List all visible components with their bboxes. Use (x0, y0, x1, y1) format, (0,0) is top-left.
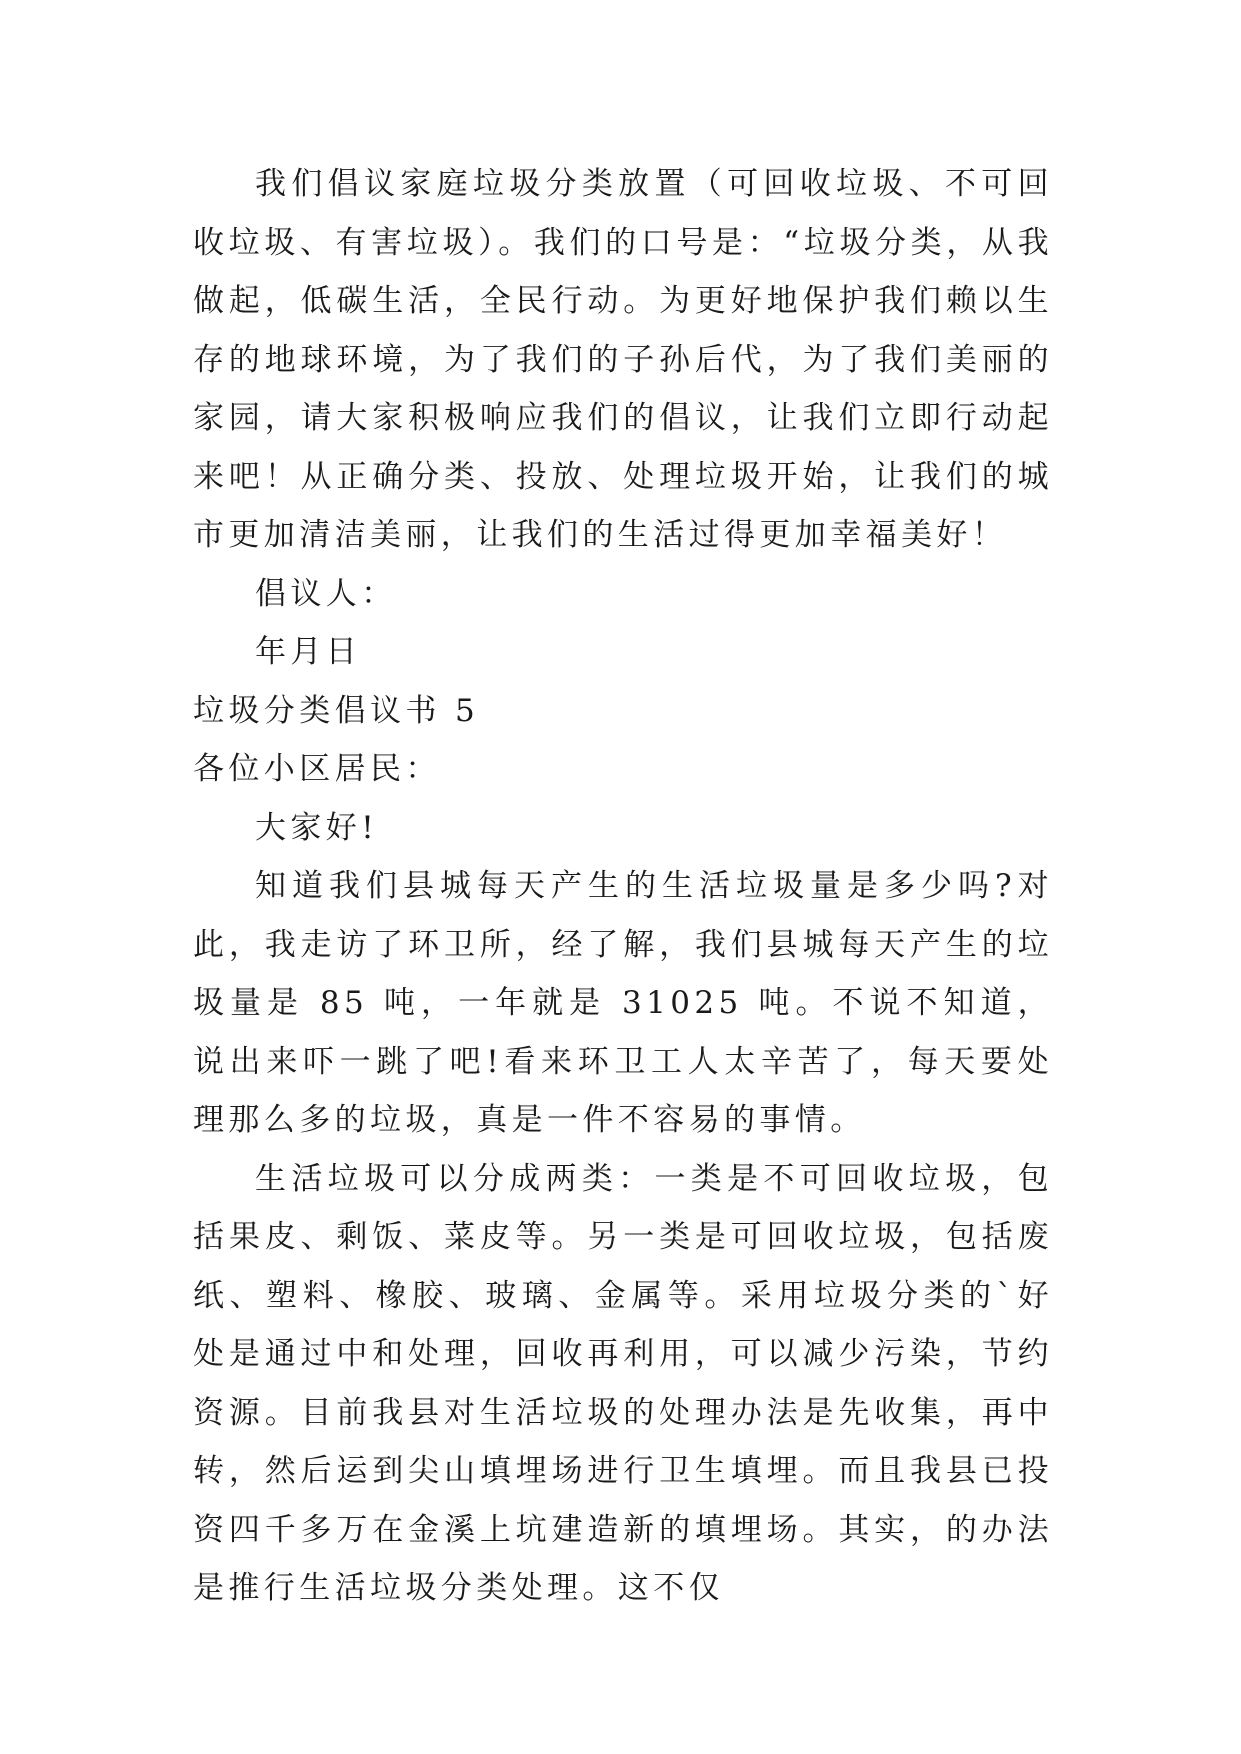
paragraph-garbage-volume: 知道我们县城每天产生的生活垃圾量是多少吗?对此，我走访了环卫所，经了解，我们县城每天产生的垃圾量是 85 吨，一年就是 31025 吨。不说不知道，说出来吓一跳了吧!看来环卫工人太辛苦了，每天要处理那么多的垃圾，真是一件不容易的事情。 (193, 868, 1053, 1138)
document-body (193, 155, 1053, 1618)
paragraph-initiative: 我们倡议家庭垃圾分类放置（可回收垃圾、不可回收垃圾、有害垃圾）。我们的口号是：“垃圾分类，从我做起，低碳生活，全民行动。为更好地保护我们赖以生存的地球环境，为了我们的子孙后代，为了我们美丽的家园，请大家积极响应我们的倡议，让我们立即行动起来吧！从正确分类、投放、处理垃圾开始，让我们的城市更加清洁美丽，让我们的生活过得更加幸福美好！ (193, 166, 1053, 553)
date-line: 年月日 (255, 634, 362, 670)
section-heading: 垃圾分类倡议书 5 (193, 692, 480, 729)
greeting: 大家好! (255, 809, 379, 846)
salutation: 各位小区居民： (193, 751, 441, 787)
paragraph-garbage-types: 生活垃圾可以分成两类：一类是不可回收垃圾，包括果皮、剩饭、菜皮等。另一类是可回收垃圾，包括废纸、塑料、橡胶、玻璃、金属等。采用垃圾分类的`好处是通过中和处理，回收再利用，可以减少污染，节约资源。目前我县对生活垃圾的处理办法是先收集，再中转，然后运到尖山填埋场进行卫生填埋。而且我县已投资四千多万在金溪上坑建造新的填埋场。其实，的办法是推行生活垃圾分类处理。这不仅 (193, 1160, 1053, 1606)
signature-label: 倡议人： (255, 575, 397, 612)
